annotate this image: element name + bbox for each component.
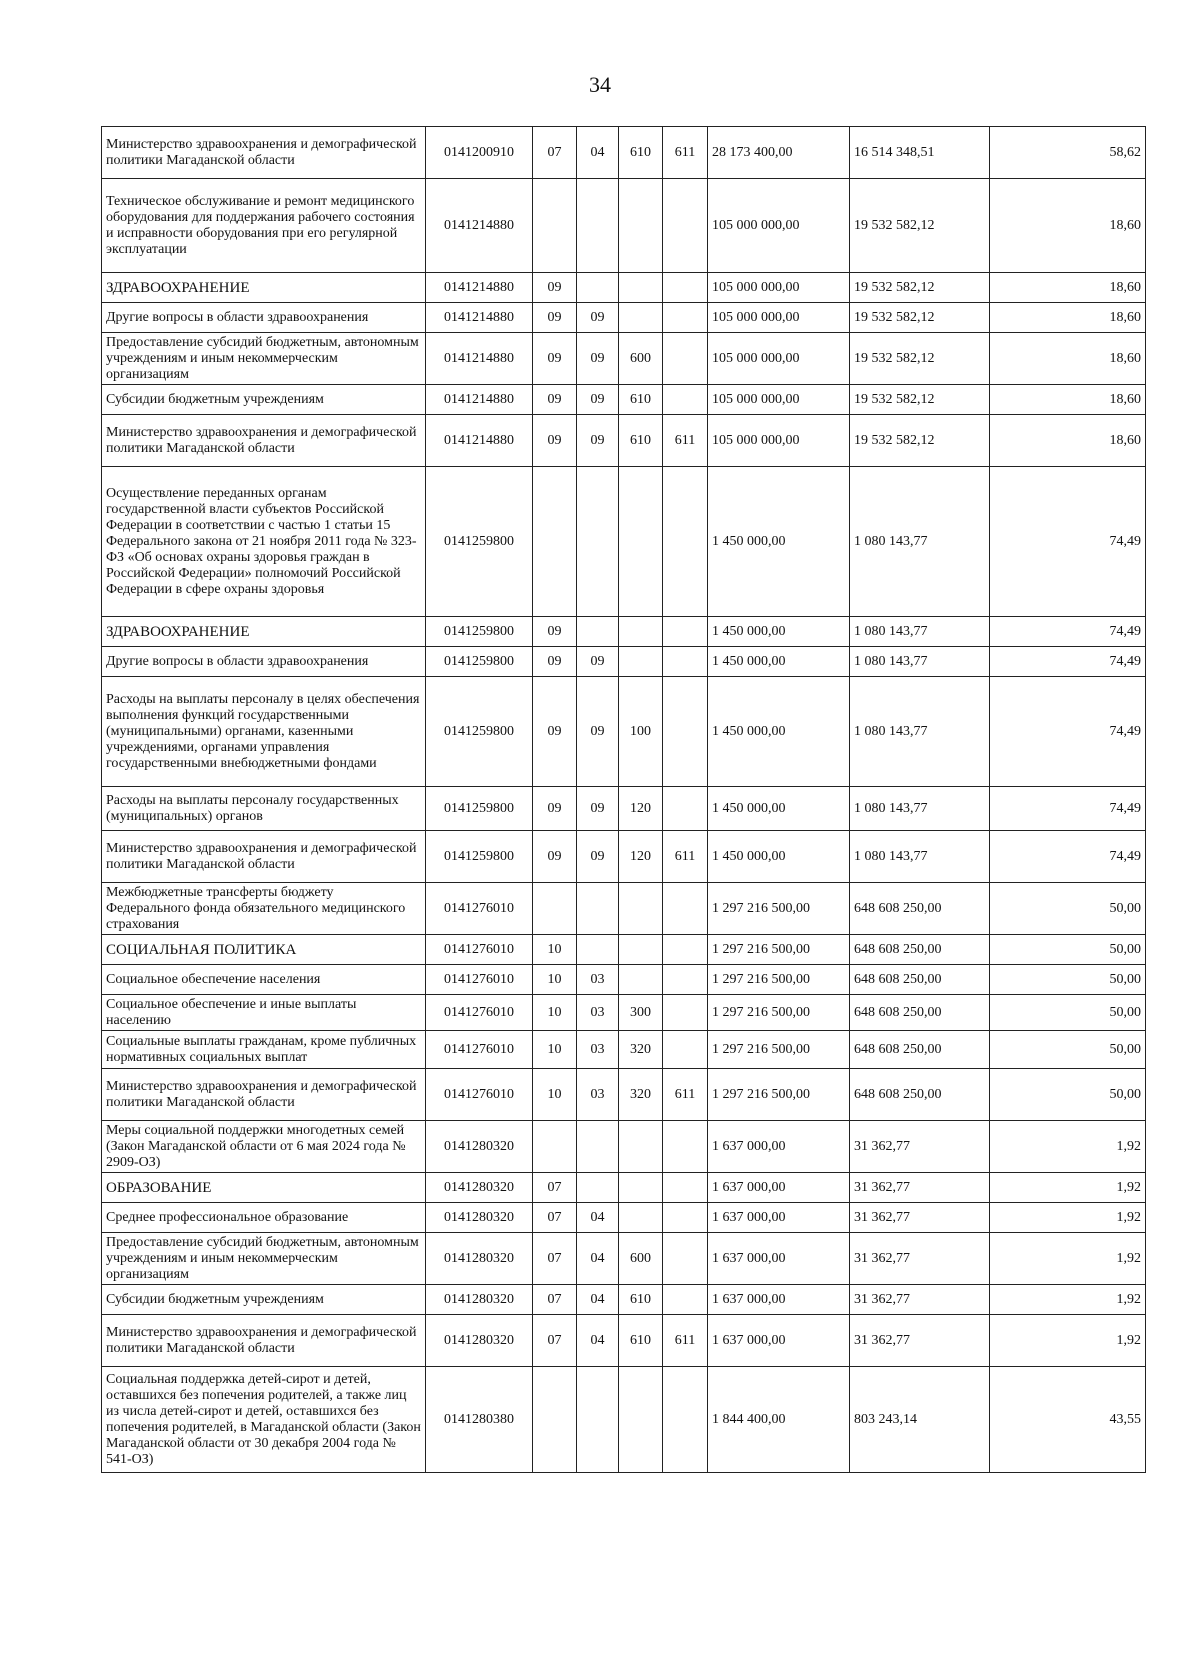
row-target-code: 0141280320	[426, 1203, 533, 1233]
row-target-code: 0141214880	[426, 333, 533, 385]
row-subsection-code: 09	[577, 647, 619, 677]
row-name: Предоставление субсидий бюджетным, автономным учреждениям и иным некоммерческим организациям	[102, 1233, 426, 1285]
row-section-code: 09	[533, 787, 577, 831]
row-target-code: 0141280320	[426, 1233, 533, 1285]
row-target-code: 0141214880	[426, 273, 533, 303]
row-actual-amount: 1 080 143,77	[850, 677, 990, 787]
row-expense-type	[619, 965, 663, 995]
row-actual-amount: 1 080 143,77	[850, 467, 990, 617]
row-percent: 58,62	[990, 127, 1146, 179]
row-name: Министерство здравоохранения и демографической политики Магаданской области	[102, 415, 426, 467]
row-ministry-code	[663, 273, 708, 303]
row-ministry-code	[663, 385, 708, 415]
row-planned-amount: 1 637 000,00	[708, 1121, 850, 1173]
row-name: Субсидии бюджетным учреждениям	[102, 1285, 426, 1315]
table-row	[102, 1367, 1146, 1473]
row-subsection-code: 09	[577, 831, 619, 883]
row-expense-type	[619, 1203, 663, 1233]
row-percent: 1,92	[990, 1121, 1146, 1173]
row-target-code: 0141214880	[426, 179, 533, 273]
row-ministry-code	[663, 787, 708, 831]
table-row	[102, 617, 1146, 647]
row-actual-amount: 648 608 250,00	[850, 935, 990, 965]
row-subsection-code: 09	[577, 677, 619, 787]
row-expense-type	[619, 1173, 663, 1203]
row-subsection-code	[577, 617, 619, 647]
row-name: Межбюджетные трансферты бюджету Федерального фонда обязательного медицинского страхования	[102, 883, 426, 935]
row-subsection-code: 09	[577, 787, 619, 831]
row-section-code: 07	[533, 1173, 577, 1203]
table-row	[102, 677, 1146, 787]
row-name: Министерство здравоохранения и демографической политики Магаданской области	[102, 831, 426, 883]
row-section-code: 09	[533, 415, 577, 467]
row-expense-type: 120	[619, 787, 663, 831]
row-target-code: 0141276010	[426, 965, 533, 995]
row-subsection-code: 03	[577, 1031, 619, 1069]
row-actual-amount: 19 532 582,12	[850, 303, 990, 333]
row-ministry-code	[663, 965, 708, 995]
row-planned-amount: 105 000 000,00	[708, 273, 850, 303]
row-planned-amount: 1 297 216 500,00	[708, 1031, 850, 1069]
row-percent: 1,92	[990, 1315, 1146, 1367]
row-name: Социальные выплаты гражданам, кроме публичных нормативных социальных выплат	[102, 1031, 426, 1069]
table-row	[102, 1315, 1146, 1367]
table-row	[102, 1121, 1146, 1173]
row-subsection-code: 09	[577, 333, 619, 385]
row-planned-amount: 105 000 000,00	[708, 415, 850, 467]
row-expense-type	[619, 1121, 663, 1173]
table-row	[102, 1069, 1146, 1121]
row-actual-amount: 648 608 250,00	[850, 965, 990, 995]
row-planned-amount: 1 844 400,00	[708, 1367, 850, 1473]
row-actual-amount: 31 362,77	[850, 1315, 990, 1367]
row-percent: 18,60	[990, 333, 1146, 385]
row-ministry-code	[663, 1031, 708, 1069]
row-expense-type	[619, 883, 663, 935]
row-section-code: 10	[533, 965, 577, 995]
row-planned-amount: 1 450 000,00	[708, 831, 850, 883]
row-section-code	[533, 1367, 577, 1473]
row-target-code: 0141276010	[426, 1069, 533, 1121]
row-actual-amount: 31 362,77	[850, 1121, 990, 1173]
row-percent: 74,49	[990, 467, 1146, 617]
row-expense-type: 610	[619, 127, 663, 179]
row-planned-amount: 1 450 000,00	[708, 467, 850, 617]
row-subsection-code: 03	[577, 965, 619, 995]
table-row	[102, 1173, 1146, 1203]
table-row	[102, 995, 1146, 1031]
row-section-code: 09	[533, 647, 577, 677]
row-section-code: 10	[533, 995, 577, 1031]
row-expense-type: 300	[619, 995, 663, 1031]
row-actual-amount: 1 080 143,77	[850, 617, 990, 647]
row-name: Министерство здравоохранения и демографической политики Магаданской области	[102, 127, 426, 179]
table-row	[102, 467, 1146, 617]
row-target-code: 0141280320	[426, 1285, 533, 1315]
row-target-code: 0141276010	[426, 935, 533, 965]
row-expense-type	[619, 617, 663, 647]
row-section-code: 10	[533, 1031, 577, 1069]
row-subsection-code: 04	[577, 1285, 619, 1315]
row-target-code: 0141259800	[426, 677, 533, 787]
row-expense-type	[619, 179, 663, 273]
row-actual-amount: 1 080 143,77	[850, 831, 990, 883]
table-row	[102, 1285, 1146, 1315]
row-target-code: 0141276010	[426, 1031, 533, 1069]
row-subsection-code	[577, 1367, 619, 1473]
row-name: Министерство здравоохранения и демографической политики Магаданской области	[102, 1069, 426, 1121]
row-ministry-code	[663, 179, 708, 273]
row-name: Среднее профессиональное образование	[102, 1203, 426, 1233]
row-actual-amount: 803 243,14	[850, 1367, 990, 1473]
row-percent: 74,49	[990, 647, 1146, 677]
row-target-code: 0141276010	[426, 995, 533, 1031]
row-ministry-code	[663, 1233, 708, 1285]
row-expense-type: 600	[619, 333, 663, 385]
row-actual-amount: 31 362,77	[850, 1233, 990, 1285]
row-name: Другие вопросы в области здравоохранения	[102, 303, 426, 333]
row-expense-type	[619, 647, 663, 677]
row-name: Социальное обеспечение населения	[102, 965, 426, 995]
row-subsection-code: 03	[577, 995, 619, 1031]
row-subsection-code: 03	[577, 1069, 619, 1121]
row-planned-amount: 1 637 000,00	[708, 1203, 850, 1233]
row-ministry-code	[663, 647, 708, 677]
row-expense-type: 320	[619, 1069, 663, 1121]
row-target-code: 0141276010	[426, 883, 533, 935]
table-row	[102, 1233, 1146, 1285]
row-section-code: 10	[533, 935, 577, 965]
row-percent: 1,92	[990, 1285, 1146, 1315]
row-ministry-code	[663, 677, 708, 787]
row-actual-amount: 19 532 582,12	[850, 179, 990, 273]
row-subsection-code	[577, 935, 619, 965]
row-section-code	[533, 883, 577, 935]
row-target-code: 0141259800	[426, 831, 533, 883]
row-subsection-code	[577, 467, 619, 617]
row-section-code: 09	[533, 617, 577, 647]
table-row	[102, 647, 1146, 677]
row-target-code: 0141214880	[426, 303, 533, 333]
row-planned-amount: 1 637 000,00	[708, 1285, 850, 1315]
row-subsection-code	[577, 1173, 619, 1203]
row-planned-amount: 105 000 000,00	[708, 179, 850, 273]
row-subsection-code: 04	[577, 127, 619, 179]
row-target-code: 0141214880	[426, 415, 533, 467]
table-row	[102, 935, 1146, 965]
row-subsection-code	[577, 1121, 619, 1173]
row-percent: 50,00	[990, 1069, 1146, 1121]
row-subsection-code	[577, 273, 619, 303]
row-percent: 18,60	[990, 415, 1146, 467]
row-planned-amount: 1 297 216 500,00	[708, 883, 850, 935]
row-name: ОБРАЗОВАНИЕ	[102, 1173, 426, 1203]
row-percent: 50,00	[990, 1031, 1146, 1069]
table-row	[102, 831, 1146, 883]
row-target-code: 0141280320	[426, 1315, 533, 1367]
row-name: Субсидии бюджетным учреждениям	[102, 385, 426, 415]
row-ministry-code	[663, 333, 708, 385]
row-name: Предоставление субсидий бюджетным, автономным учреждениям и иным некоммерческим организациям	[102, 333, 426, 385]
row-percent: 18,60	[990, 273, 1146, 303]
table-row	[102, 179, 1146, 273]
row-name: Социальное обеспечение и иные выплаты населению	[102, 995, 426, 1031]
row-planned-amount: 105 000 000,00	[708, 385, 850, 415]
row-ministry-code	[663, 935, 708, 965]
row-name: Осуществление переданных органам государственной власти субъектов Российской Федерации в соответствии с частью 1 статьи 15 Федерального закона от 21 ноября 2011 года № 323-ФЗ «Об основах охраны здоровья граждан в Российской Федерации» полномочий Российской Федерации в сфере охраны здоровья	[102, 467, 426, 617]
row-expense-type: 120	[619, 831, 663, 883]
row-name: Меры социальной поддержки многодетных семей (Закон Магаданской области от 6 мая 2024 года № 2909-ОЗ)	[102, 1121, 426, 1173]
row-actual-amount: 1 080 143,77	[850, 787, 990, 831]
row-target-code: 0141280320	[426, 1173, 533, 1203]
row-percent: 18,60	[990, 179, 1146, 273]
row-section-code: 09	[533, 303, 577, 333]
table-row	[102, 385, 1146, 415]
row-expense-type	[619, 303, 663, 333]
row-ministry-code	[663, 1203, 708, 1233]
row-subsection-code: 09	[577, 385, 619, 415]
row-target-code: 0141259800	[426, 787, 533, 831]
row-ministry-code	[663, 883, 708, 935]
row-name: Расходы на выплаты персоналу в целях обеспечения выполнения функций государственными (муниципальными) органами, казенными учреждениями, органами управления государственными внебюджетными фондами	[102, 677, 426, 787]
row-expense-type: 600	[619, 1233, 663, 1285]
row-target-code: 0141280380	[426, 1367, 533, 1473]
table-row	[102, 415, 1146, 467]
row-percent: 50,00	[990, 995, 1146, 1031]
row-section-code: 09	[533, 831, 577, 883]
row-target-code: 0141259800	[426, 617, 533, 647]
row-section-code: 09	[533, 273, 577, 303]
row-ministry-code: 611	[663, 831, 708, 883]
row-planned-amount: 105 000 000,00	[708, 333, 850, 385]
row-planned-amount: 1 450 000,00	[708, 677, 850, 787]
row-expense-type	[619, 1367, 663, 1473]
row-name: Социальная поддержка детей-сирот и детей, оставшихся без попечения родителей, а также лиц из числа детей-сирот и детей, оставшихся без попечения родителей, в Магаданской области (Закон Магаданской области от 30 декабря 2004 года № 541-ОЗ)	[102, 1367, 426, 1473]
row-percent: 18,60	[990, 303, 1146, 333]
row-planned-amount: 28 173 400,00	[708, 127, 850, 179]
row-actual-amount: 648 608 250,00	[850, 1069, 990, 1121]
row-actual-amount: 19 532 582,12	[850, 333, 990, 385]
row-actual-amount: 648 608 250,00	[850, 1031, 990, 1069]
row-ministry-code	[663, 1367, 708, 1473]
row-target-code: 0141259800	[426, 647, 533, 677]
row-target-code: 0141214880	[426, 385, 533, 415]
row-planned-amount: 1 450 000,00	[708, 787, 850, 831]
row-section-code: 07	[533, 1285, 577, 1315]
row-planned-amount: 1 637 000,00	[708, 1173, 850, 1203]
row-actual-amount: 19 532 582,12	[850, 385, 990, 415]
row-ministry-code	[663, 1285, 708, 1315]
row-percent: 74,49	[990, 617, 1146, 647]
row-ministry-code	[663, 303, 708, 333]
row-ministry-code	[663, 995, 708, 1031]
row-ministry-code: 611	[663, 1069, 708, 1121]
row-expense-type	[619, 273, 663, 303]
row-planned-amount: 1 297 216 500,00	[708, 935, 850, 965]
row-ministry-code	[663, 467, 708, 617]
row-planned-amount: 1 637 000,00	[708, 1233, 850, 1285]
row-section-code: 09	[533, 333, 577, 385]
row-actual-amount: 648 608 250,00	[850, 883, 990, 935]
budget-table	[101, 126, 1146, 1473]
row-subsection-code	[577, 179, 619, 273]
row-planned-amount: 1 297 216 500,00	[708, 995, 850, 1031]
row-section-code	[533, 467, 577, 617]
row-ministry-code	[663, 617, 708, 647]
row-planned-amount: 1 637 000,00	[708, 1315, 850, 1367]
row-percent: 74,49	[990, 677, 1146, 787]
row-actual-amount: 31 362,77	[850, 1203, 990, 1233]
page-number: 34	[589, 72, 611, 97]
row-name: Расходы на выплаты персоналу государственных (муниципальных) органов	[102, 787, 426, 831]
row-ministry-code: 611	[663, 127, 708, 179]
table-row	[102, 273, 1146, 303]
row-planned-amount: 1 297 216 500,00	[708, 965, 850, 995]
table-row	[102, 1203, 1146, 1233]
row-ministry-code: 611	[663, 415, 708, 467]
row-name: ЗДРАВООХРАНЕНИЕ	[102, 273, 426, 303]
row-actual-amount: 16 514 348,51	[850, 127, 990, 179]
row-target-code: 0141280320	[426, 1121, 533, 1173]
row-name: Другие вопросы в области здравоохранения	[102, 647, 426, 677]
row-subsection-code: 09	[577, 415, 619, 467]
row-subsection-code	[577, 883, 619, 935]
table-row	[102, 1031, 1146, 1069]
row-section-code: 10	[533, 1069, 577, 1121]
table-row	[102, 303, 1146, 333]
row-percent: 74,49	[990, 787, 1146, 831]
row-percent: 1,92	[990, 1203, 1146, 1233]
row-section-code: 09	[533, 677, 577, 787]
row-ministry-code	[663, 1173, 708, 1203]
row-planned-amount: 1 297 216 500,00	[708, 1069, 850, 1121]
row-actual-amount: 648 608 250,00	[850, 995, 990, 1031]
row-target-code: 0141200910	[426, 127, 533, 179]
table-row	[102, 127, 1146, 179]
row-expense-type	[619, 467, 663, 617]
row-section-code: 07	[533, 1233, 577, 1285]
row-planned-amount: 105 000 000,00	[708, 303, 850, 333]
row-subsection-code: 09	[577, 303, 619, 333]
row-section-code: 07	[533, 127, 577, 179]
row-section-code	[533, 1121, 577, 1173]
row-actual-amount: 19 532 582,12	[850, 415, 990, 467]
row-percent: 50,00	[990, 965, 1146, 995]
row-name: СОЦИАЛЬНАЯ ПОЛИТИКА	[102, 935, 426, 965]
row-subsection-code: 04	[577, 1315, 619, 1367]
row-subsection-code: 04	[577, 1203, 619, 1233]
row-section-code	[533, 179, 577, 273]
row-expense-type: 100	[619, 677, 663, 787]
row-section-code: 09	[533, 385, 577, 415]
table-row	[102, 965, 1146, 995]
row-target-code: 0141259800	[426, 467, 533, 617]
row-ministry-code	[663, 1121, 708, 1173]
row-percent: 1,92	[990, 1173, 1146, 1203]
row-percent: 50,00	[990, 883, 1146, 935]
row-name: Техническое обслуживание и ремонт медицинского оборудования для поддержания рабочего состояния и исправности оборудования при его регулярной эксплуатации	[102, 179, 426, 273]
row-percent: 74,49	[990, 831, 1146, 883]
row-percent: 50,00	[990, 935, 1146, 965]
row-percent: 18,60	[990, 385, 1146, 415]
row-expense-type	[619, 935, 663, 965]
row-actual-amount: 19 532 582,12	[850, 273, 990, 303]
row-actual-amount: 31 362,77	[850, 1285, 990, 1315]
row-expense-type: 610	[619, 415, 663, 467]
row-expense-type: 320	[619, 1031, 663, 1069]
row-subsection-code: 04	[577, 1233, 619, 1285]
row-planned-amount: 1 450 000,00	[708, 617, 850, 647]
row-planned-amount: 1 450 000,00	[708, 647, 850, 677]
row-actual-amount: 31 362,77	[850, 1173, 990, 1203]
row-section-code: 07	[533, 1203, 577, 1233]
row-expense-type: 610	[619, 1315, 663, 1367]
row-expense-type: 610	[619, 385, 663, 415]
row-ministry-code: 611	[663, 1315, 708, 1367]
table-row	[102, 787, 1146, 831]
row-section-code: 07	[533, 1315, 577, 1367]
row-name: ЗДРАВООХРАНЕНИЕ	[102, 617, 426, 647]
table-row	[102, 883, 1146, 935]
row-name: Министерство здравоохранения и демографической политики Магаданской области	[102, 1315, 426, 1367]
row-percent: 1,92	[990, 1233, 1146, 1285]
row-expense-type: 610	[619, 1285, 663, 1315]
table-row	[102, 333, 1146, 385]
row-actual-amount: 1 080 143,77	[850, 647, 990, 677]
row-percent: 43,55	[990, 1367, 1146, 1473]
